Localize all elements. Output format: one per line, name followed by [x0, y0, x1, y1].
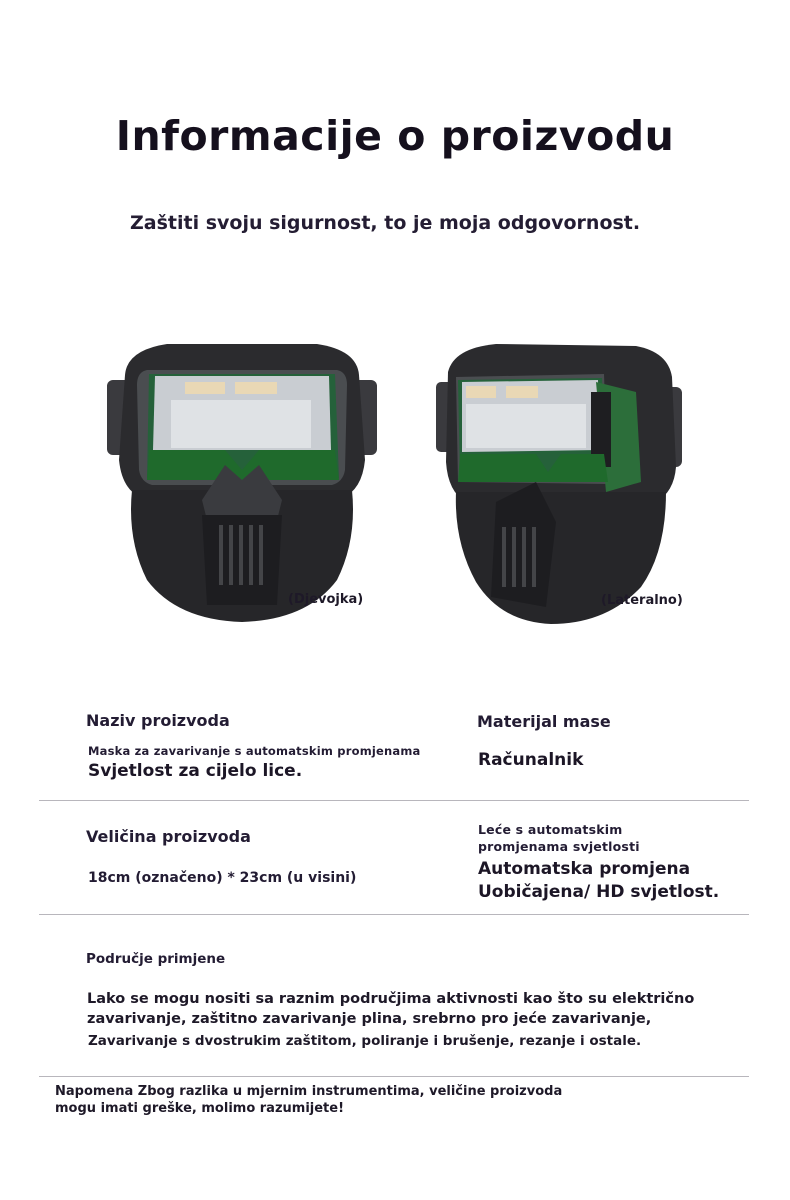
- application-line1: Lako se mogu nositi sa raznim područjima aktivnosti kao što su električno: [87, 991, 695, 1007]
- product-size-label: Veličina proizvoda: [86, 827, 251, 846]
- welding-mask-front-icon: [107, 340, 377, 625]
- material-value: Računalnik: [478, 750, 584, 770]
- front-mask-caption: (Djevojka): [288, 592, 364, 607]
- lens-label-line1: Leće s automatskim: [478, 822, 623, 837]
- divider-1: [39, 800, 749, 801]
- front-mask-image: [107, 340, 377, 625]
- side-mask-caption: (Lateralno): [601, 593, 683, 608]
- page-title: Informacije o proizvodu: [115, 112, 675, 160]
- material-label: Materijal mase: [477, 712, 611, 731]
- divider-3: [39, 1076, 749, 1077]
- application-line3: Zavarivanje s dvostrukim zaštitom, poliranje i brušenje, rezanje i ostale.: [88, 1033, 642, 1049]
- lens-label-line2: promjenama svjetlosti: [478, 839, 640, 854]
- page-subtitle: Zaštiti svoju sigurnost, to je moja odgovornost.: [130, 212, 641, 234]
- side-mask-image: [436, 342, 696, 627]
- divider-2: [39, 914, 749, 915]
- application-line2: zavarivanje, zaštitno zavarivanje plina, srebrno pro jeće zavarivanje,: [87, 1011, 652, 1027]
- welding-mask-side-icon: [436, 342, 696, 627]
- note-line1: Napomena Zbog razlika u mjernim instrumentima, veličine proizvoda: [55, 1084, 563, 1099]
- lens-value-line2: Uobičajena/ HD svjetlost.: [478, 882, 720, 902]
- product-name-value-line2: Svjetlost za cijelo lice.: [88, 761, 303, 781]
- application-label: Područje primjene: [86, 951, 226, 967]
- product-size-value: 18cm (označeno) * 23cm (u visini): [88, 870, 357, 886]
- product-name-value-line1: Maska za zavarivanje s automatskim promjenama: [88, 744, 421, 758]
- product-name-label: Naziv proizvoda: [86, 711, 230, 730]
- note-line2: mogu imati greške, molimo razumijete!: [55, 1101, 345, 1116]
- lens-value-line1: Automatska promjena: [478, 859, 691, 879]
